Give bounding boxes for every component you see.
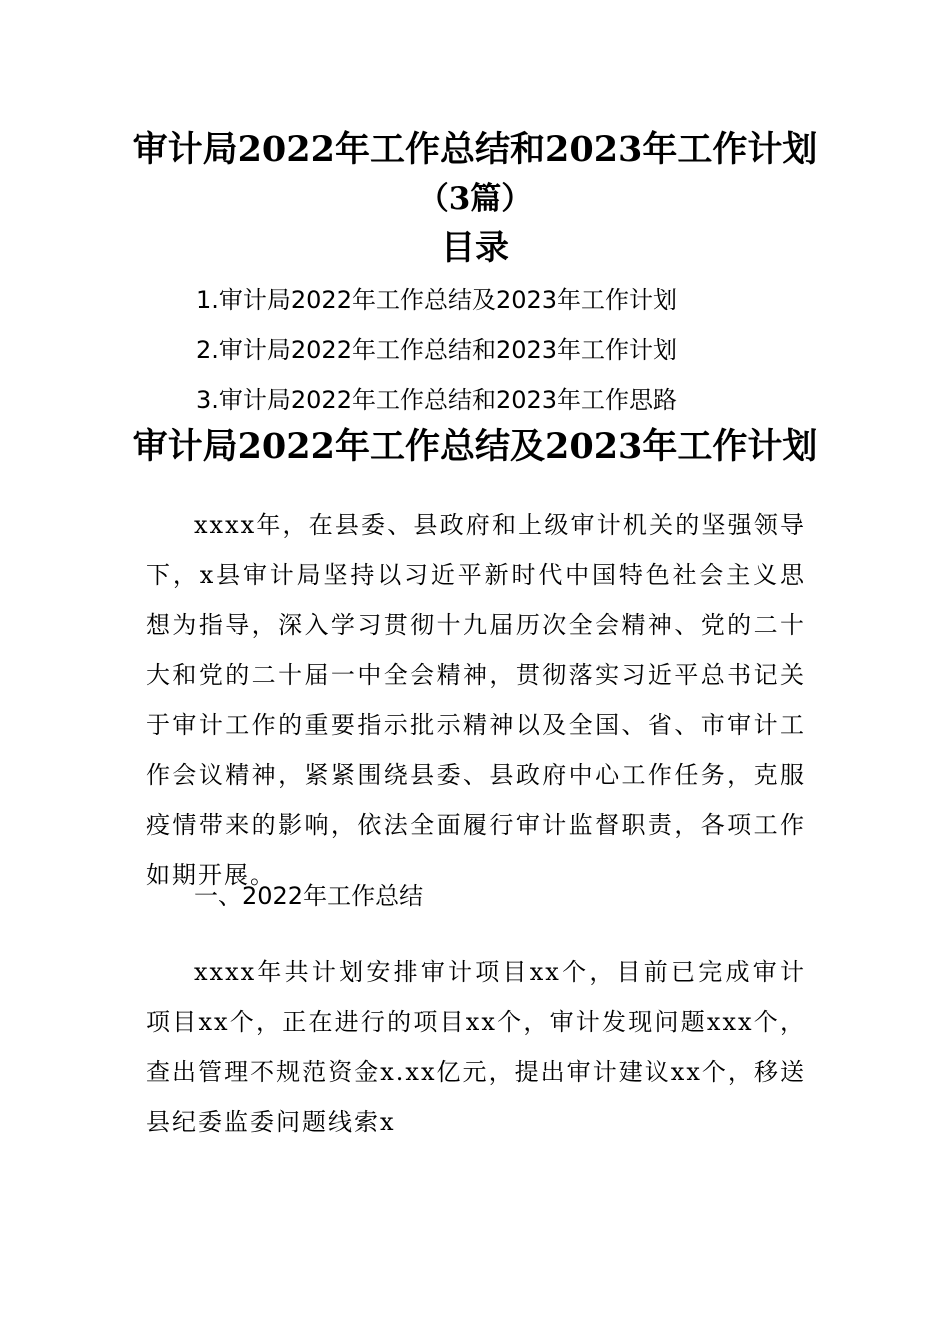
toc-heading: 目录 — [441, 228, 509, 268]
body-paragraph: xxxx年，在县委、县政府和上级审计机关的坚强领导下，x县审计局坚持以习近平新时代中国特色社会主义思想为指导，深入学习贯彻十九届历次全会精神、党的二十大和党的二十届一中全会精神，贯彻落实习近平总书记关于审计工作的重要指示批示精神以及全国、省、市审计工作会议精神，紧紧围绕县委、县政府中心工作任务，克服疫情带来的影响，依法全面履行审计监督职责，各项工作如期开展。 — [146, 511, 806, 889]
section-title: 审计局2022年工作总结及2023年工作计划 — [132, 426, 818, 467]
body-paragraph: xxxx年共计划安排审计项目xx个，目前已完成审计项目xx个，正在进行的项目xx个，审计发现问题xxx个，查出管理不规范资金x.xx亿元，提出审计建议xx个，移送县纪委监委问题线索x — [146, 958, 806, 1136]
toc-item: 1.审计局2022年工作总结及2023年工作计划 — [196, 286, 678, 314]
document-title: 审计局2022年工作总结和2023年工作计划 — [132, 129, 818, 170]
toc-item: 2.审计局2022年工作总结和2023年工作计划 — [196, 336, 678, 364]
sub-heading: 一、2022年工作总结 — [194, 882, 424, 910]
document-subtitle: （3篇） — [417, 181, 533, 217]
toc-item: 3.审计局2022年工作总结和2023年工作思路 — [196, 386, 678, 414]
